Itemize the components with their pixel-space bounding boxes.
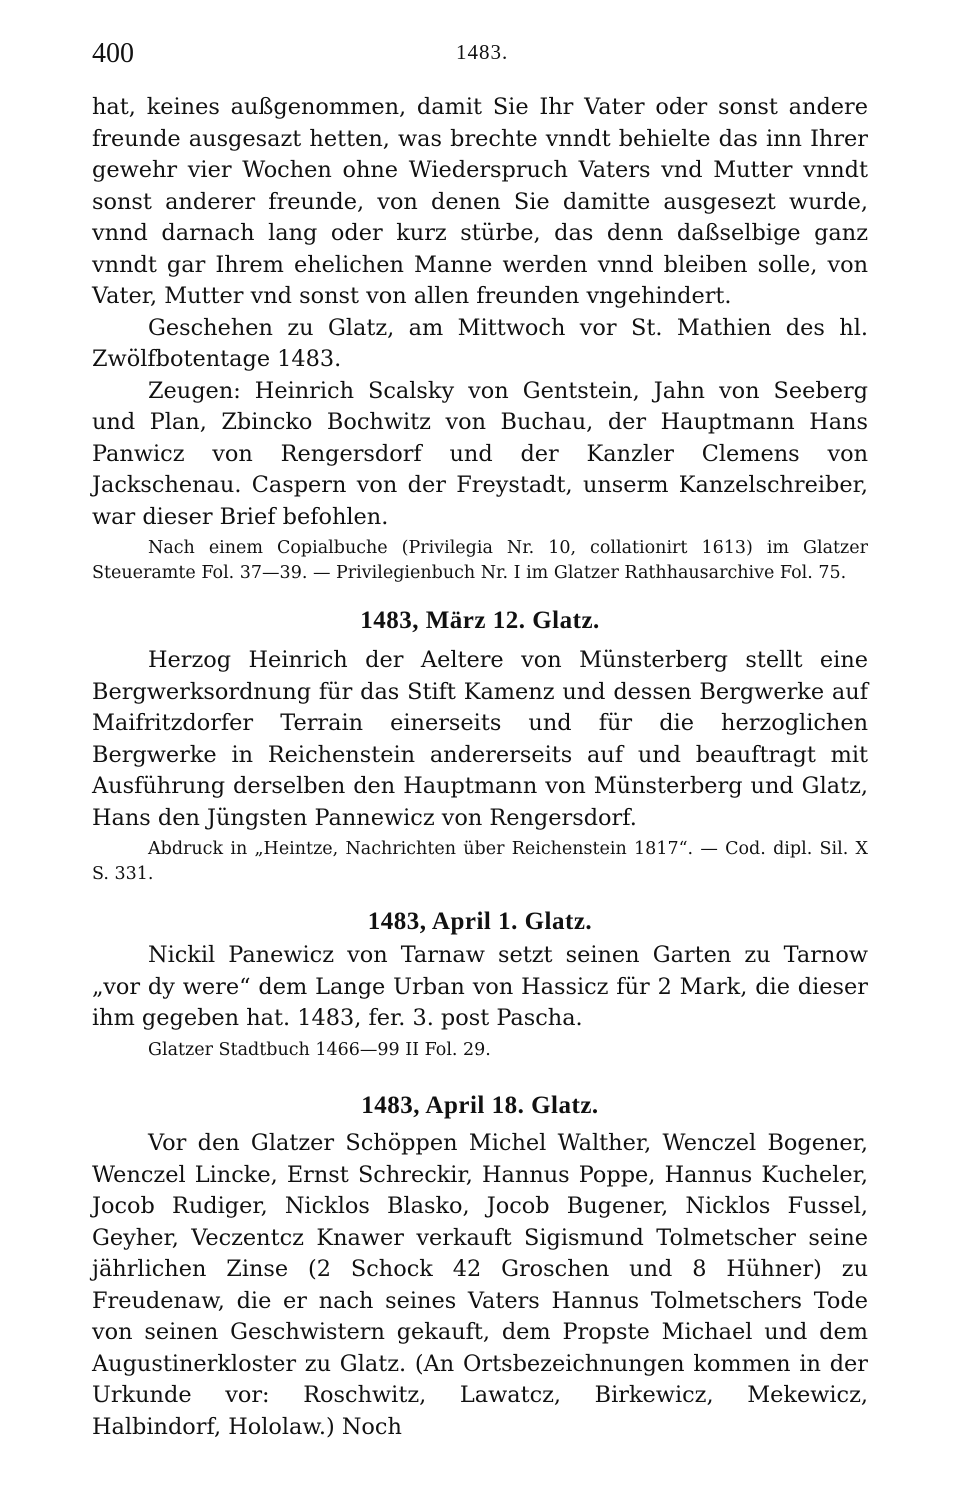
running-head: 1483.	[456, 40, 509, 64]
entry-source-2: Glatzer Stadtbuch 1466—99 II Fol. 29.	[148, 1039, 491, 1060]
entry-heading-1: 1483, März 12. Glatz.	[360, 607, 600, 634]
witness-list: Zeugen: Heinrich Scalsky von Gentstein, Jahn von Seeberg und Plan, Zbincko Bochwitz von Buchau, der Hauptmann Hans Panwicz von Rengersdorf und der Kanzler Clemens von Jackschenau. Caspern von der Freystadt, unserm Kanzelschreiber, war dieser Brief befohlen.	[92, 377, 868, 530]
dating-clause: Geschehen zu Glatz, am Mittwoch vor St. Mathien des hl. Zwölfbotentage 1483.	[92, 314, 868, 372]
page-header	[92, 38, 868, 92]
continuation-paragraph: hat, keines außgenommen, damit Sie Ihr Vater oder sonst andere freunde ausgesazt hetten, was brechte vnndt behielte das inn Ihrer gewehr vier Wochen ohne Wiederspruch Vaters vnd Mutter vnndt sonst anderer freunde, von denen Sie damitte ausgesezt wurde, vnnd darnach lang oder kurz stürbe, das denn daßselbige ganz vnndt gar Ihrem ehelichen Manne werden vnnd bleiben solle, von Vater, Mutter vnd sonst von allen freunden vngehindert.	[92, 94, 868, 309]
entry-body-2: Nickil Panewicz von Tarnaw setzt seinen Garten zu Tarnow „vor dy were“ dem Lange Urban von Hassicz für 2 Mark, die dieser ihm gegeben hat. 1483, fer. 3. post Pascha.	[92, 942, 868, 1031]
source-note: Nach einem Copialbuche (Privilegia Nr. 10, collationirt 1613) im Glatzer Steueramte Fol. 37—39. — Privilegienbuch Nr. I im Glatzer Rathhausarchive Fol. 75.	[92, 538, 868, 583]
entry-body-3: Vor den Glatzer Schöppen Michel Walther, Wenczel Bogener, Wenczel Lincke, Ernst Schreckir, Hannus Poppe, Hannus Kucheler, Jocob Rudiger, Nicklos Blasko, Jocob Bugener, Nicklos Fussel, Geyher, Veczentcz Knawer verkauft Sigismund Tolmetscher seine jährlichen Zinse (2 Schock 42 Groschen und 8 Hühner) zu Freudenaw, die er nach seines Vaters Hannus Tolmetschers Tode von seinen Geschwistern gekauft, dem Propste Michael und dem Augustinerkloster zu Glatz. (An Ortsbezeichnungen kommen in der Urkunde vor: Roschwitz, Lawatcz, Birkewicz, Mekewicz, Halbindorf, Hololaw.) Noch	[92, 1130, 868, 1440]
page-number: 400	[92, 38, 134, 69]
entry-heading-3: 1483, April 18. Glatz.	[361, 1092, 599, 1119]
entry-source-1: Abdruck in „Heintze, Nachrichten über Reichenstein 1817“. — Cod. dipl. Sil. X S. 331.	[92, 839, 868, 884]
entry-heading-2: 1483, April 1. Glatz.	[367, 908, 593, 935]
entry-body-1: Herzog Heinrich der Aeltere von Münsterberg stellt eine Bergwerksordnung für das Stift Kamenz und dessen Bergwerke auf Maifritzdorfer Terrain einerseits und für die herzoglichen Bergwerke in Reichenstein andererseits auf und beauftragt mit Ausführung derselben den Hauptmann von Münsterberg und Glatz, Hans den Jüngsten Pannewicz von Rengersdorf.	[92, 647, 868, 831]
book-page	[92, 38, 868, 1443]
